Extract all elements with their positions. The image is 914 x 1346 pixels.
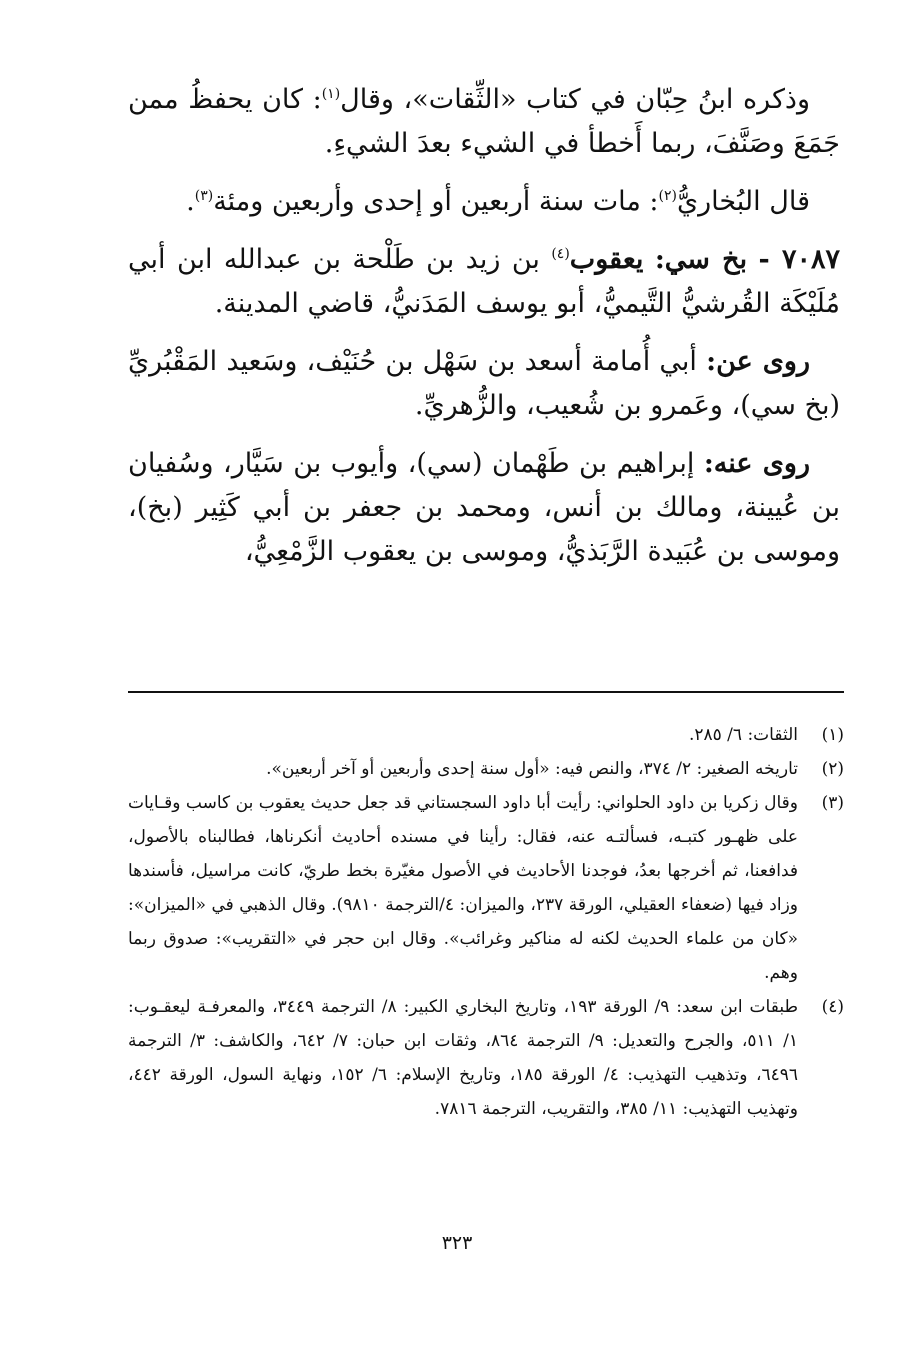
footnote-number: (٤) xyxy=(821,997,844,1017)
footnote-number: (١) xyxy=(821,725,844,745)
footnote-text: وقال زكريا بن داود الحلواني: رأيت أبا داود السجستاني قد جعل حديث يعقوب بن كاسب وقـايات على ظهـور كتبـه، فسألتـه عنه، فقال: رأينا في مسنده أحاديث أنكرناها، فطالبناه بالأصول، فدافعنا، ثم أخرجها بعدُ، فوجدنا الأحاديث في الأصول مغيّرة بخط طريّ، كانت مراسيل، فأسندها وزاد فيها (ضعفاء العقيلي، الورقة ٢٣٧، والميزان: ٤/الترجمة ٩٨١٠). وقال الذهبي في «الميزان»: «كان من علماء الحديث لكنه له مناكير وغرائب». وقال ابن حجر في «التقريب»: صدوق ربما وهم. xyxy=(128,793,798,983)
paragraph-text: : مات سنة أربعين أو إحدى وأربعين ومئة xyxy=(213,186,659,217)
paragraph-text: وذكره ابنُ حِبّان في كتاب «الثِّقات»، وقال xyxy=(340,84,810,115)
entry-symbols: بخ سي: xyxy=(654,244,748,275)
page-number: ٣٢٣ xyxy=(441,1232,473,1254)
paragraph-text: . xyxy=(186,186,195,217)
footnote-separator xyxy=(128,691,844,693)
footnote-item xyxy=(128,786,844,990)
footnote-ref[interactable]: (٣) xyxy=(194,188,214,204)
narrated-from-text: أبي أُمامة أسعد بن سَهْل بن حُنَيْف، وسَعيد المَقْبُريِّ (بخ سي)، وعَمرو بن شُعيب، والزُّهريِّ. xyxy=(128,346,840,421)
entry-name: يعقوب xyxy=(569,244,644,275)
entry-lineage: بن زيد بن طَلْحة بن عبدالله ابن أبي مُلَيْكَة القُرشيُّ التَّيميُّ، أبو يوسف المَدَنيُّ، قاضي المدينة. xyxy=(128,244,840,319)
footnote-text: الثقات: ٦/ ٢٨٥. xyxy=(688,725,798,745)
narrated-by-text: إبراهيم بن طَهْمان (سي)، وأيوب بن سَيَّار، وسُفيان بن عُيينة، ومالك بن أنس، ومحمد بن جعفر بن أبي كَثِير (بخ)، وموسى بن عُبَيدة الرَّبَذيُّ، وموسى بن يعقوب الزَّمْعِيُّ، xyxy=(128,448,840,567)
footnote-item xyxy=(128,752,844,786)
entry-heading xyxy=(128,238,840,326)
footnote-number: (٣) xyxy=(821,793,844,813)
main-text xyxy=(128,78,840,588)
narrated-from-section xyxy=(128,340,840,428)
paragraph-text: قال البُخاريُّ xyxy=(676,186,810,217)
paragraph-text: : كان يحفظُ ممن جَمَعَ وصَنَّفَ، ربما أَخطأ في الشيء بعدَ الشيءِ. xyxy=(128,84,840,159)
footnote-number: (٢) xyxy=(821,759,844,779)
narrated-by-label: روى عنه: xyxy=(703,448,811,479)
narrated-from-label: روى عن: xyxy=(706,346,810,377)
narrated-by-section xyxy=(128,442,840,574)
paragraph-ibn-hibban xyxy=(128,78,840,166)
footnote-ref[interactable]: (١) xyxy=(321,86,341,102)
entry-number: ٧٠٨٧ - xyxy=(758,244,840,275)
footnote-ref[interactable]: (٤) xyxy=(551,246,570,262)
footnote-text: تاريخه الصغير: ٢/ ٣٧٤، والنص فيه: «أول سنة إحدى وأربعين أو آخر أربعين». xyxy=(266,759,798,779)
footnote-text: طبقات ابن سعد: ٩/ الورقة ١٩٣، وتاريخ البخاري الكبير: ٨/ الترجمة ٣٤٤٩، والمعرفـة ليعقـوب: ١/ ٥١١، والجرح والتعديل: ٩/ الترجمة ٨٦٤، وثقات ابن حبان: ٧/ ٦٤٢، والكاشف: ٣/ الترجمة ٦٤٩٦، وتذهيب التهذيب: ٤/ الورقة ١٨٥، وتاريخ الإسلام: ٦/ ١٥٢، ونهاية السول، الورقة ٤٤٢، وتهذيب التهذيب: ١١/ ٣٨٥، والتقريب، الترجمة ٧٨١٦. xyxy=(128,997,799,1119)
footnotes xyxy=(128,718,844,1126)
paragraph-bukhari xyxy=(128,180,840,224)
footnote-item xyxy=(128,990,844,1126)
footnote-item xyxy=(128,718,844,752)
footnote-ref[interactable]: (٢) xyxy=(658,188,677,204)
